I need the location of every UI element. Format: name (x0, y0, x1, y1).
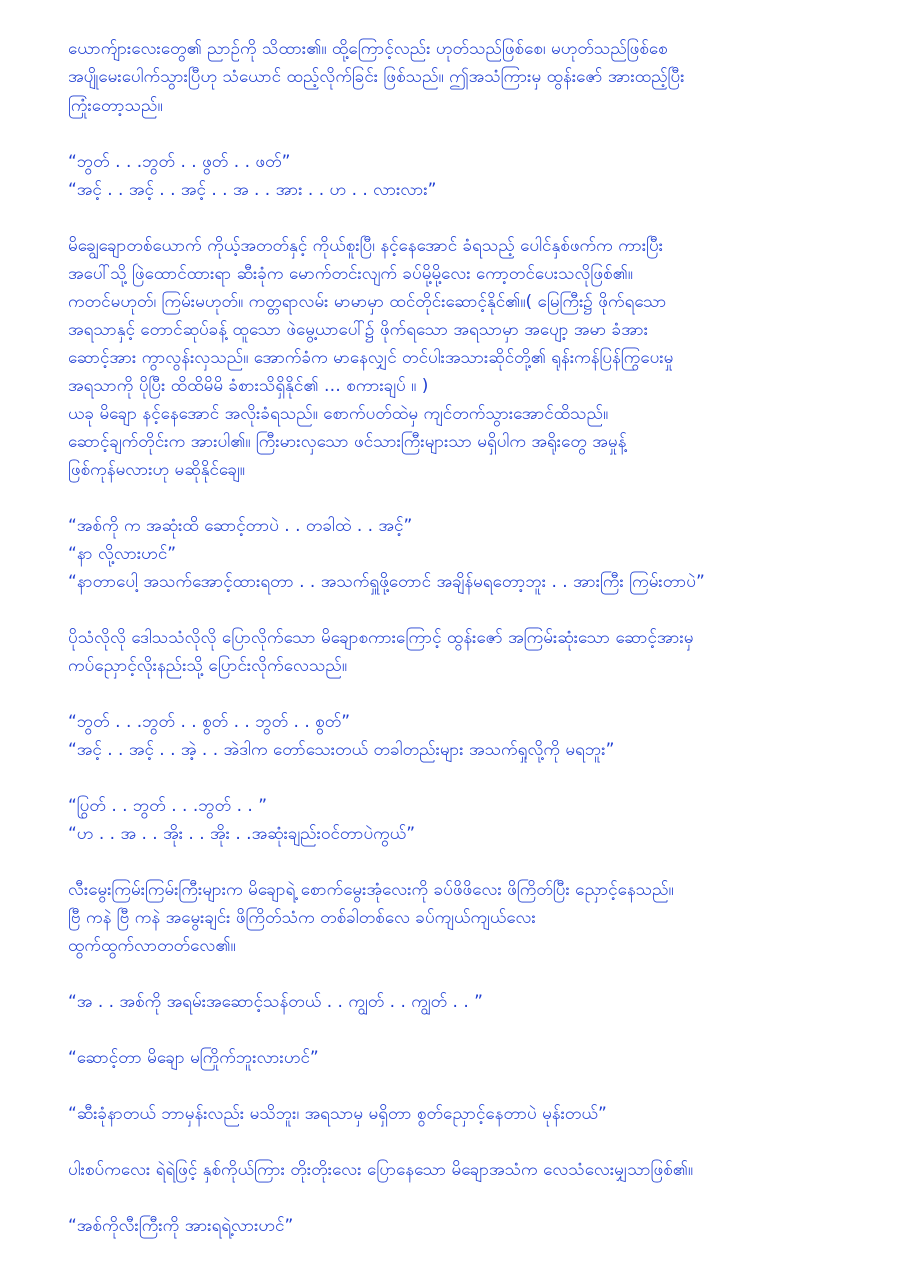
text-line: “ဘွတ် . . .ဘွတ် . . ဖွတ် . . ဖတ်” (68, 152, 291, 172)
text-line: “ဘွတ် . . .ဘွတ် . . စွတ် . . ဘွတ် . . စွတ်” (68, 712, 351, 732)
text-line: “ဆီးခုံနာတယ် ဘာမှန်းလည်း မသိဘူး၊ အရသာမှ မရှိတာ စွတ်ညှောင့်နေတာပဲ မုန်းတယ်” (68, 1104, 607, 1124)
text-line: အရသာနှင့် တောင်ဆုပ်ခန့် ထူသော ဖဲမွေ့ယာပေါ်၌ ဖိုက်ရသော အရသာမှာ အပျော့ အမာ ခံအား (68, 320, 649, 340)
text-line: ဆောင့်အား ကွာလွန်းလှသည်။ အောက်ခံက မာနေလျှင် တင်ပါးအသားဆိုင်တို့၏ ရုန်းကန်ပြန်ကြွပေးမှု (68, 348, 674, 368)
text-line: ကတင်မဟုတ်၊ ကြမ်းမဟုတ်။ ကတ္တရာလမ်း မာမာမှာ ထင်တိုင်းဆောင့်နိုင်၏။( မြေကြီး၌ ဖိုက်ရသော (68, 292, 667, 312)
text-line: ထွက်ထွက်လာတတ်လေ၏။ (68, 936, 236, 956)
text-line: ဆောင့်ချက်တိုင်းက အားပါ၏။ ကြီးမားလှသော ဖင်သားကြီးများသာ မရှိပါက အရိုးတွေ အမှုန့် (68, 432, 627, 452)
text-line: အပေါ်သို့ ဖြဲထောင်ထားရာ ဆီးခုံက မောက်တင်းလျက် ခပ်မို့မို့လေး ကော့တင်ပေးသလိုဖြစ်၏။ (68, 264, 633, 284)
text-line: ကပ်ညှောင့်လိုးနည်းသို့ ပြောင်းလိုက်လေသည်။ (68, 656, 347, 676)
text-line: “ဆောင့်တာ မိချော မကြိုက်ဘူးလားဟင်” (68, 1048, 319, 1068)
text-line: ကြုံးတော့သည်။ (68, 96, 163, 116)
text-line: လီးမွေးကြမ်းကြမ်းကြီးများက မိချောရဲ့ စောက်မွေးအုံလေးကို ခပ်ဖိဖိလေး ဖိကြိတ်ပြီး ညှောင့်နေသည်။ (68, 880, 674, 900)
text-line: “နာတာပေါ့ အသက်အောင့်ထားရတာ . . အသက်ရှူဖို့တောင် အချိန်မရတော့ဘူး . . အားကြီး ကြမ်းတာပဲ” (68, 572, 705, 592)
text-line: “ပြွတ် . . ဘွတ် . . .ဘွတ် . . ” (68, 796, 268, 816)
text-line: ယောက်ျားလေးတွေ၏ ညာဥ်ကို သိထား၏။ ထို့ကြောင့်လည်း ဟုတ်သည်ဖြစ်စေ၊ မဟုတ်သည်ဖြစ်စေ (68, 39, 668, 59)
text-line: အရသာကို ပိုပြီး ထိထိမိမိ ခံစားသိရှိနိုင်၏ … စကားချပ် ။ ) (68, 376, 429, 396)
text-line: ပိုသံလိုလို ဒေါသသံလိုလို ပြောလိုက်သော မိချောစကားကြောင့် ထွန်းဇော် အကြမ်းဆုံးသော ဆောင့်အားမှ (68, 628, 694, 648)
text-line: “အင့် . . အင့် . . အင့် . . အ . . အား . . ဟ . . လားလား” (68, 180, 437, 200)
text-line: “အင့် . . အင့် . . အဲ့ . . အဲဒါက တော်သေးတယ် တခါတည်းများ အသက်ရှုလို့ကို မရဘူး” (68, 740, 615, 760)
text-line: “နာ လို့လားဟင်” (68, 544, 177, 564)
text-line: အပျိုမေးပေါက်သွားပြီဟု သံယောင် ထည့်လိုက်ခြင်း ဖြစ်သည်။ ဤအသံကြားမှ ထွန်းဇော် အားထည့်ပြီး (68, 67, 685, 87)
text-line: “အ . . အစ်ကို အရမ်းအဆောင့်သန်တယ် . . ကျွတ် . . ကျွတ် . . ” (68, 992, 483, 1012)
text-line: “အစ်ကိုလီးကြီးကို အားရရဲ့လားဟင်” (68, 1216, 294, 1236)
text-line: ဗြီ ကနဲ ဗြီ ကနဲ အမွေးချင်း ဖိကြိတ်သံက တစ်ခါတစ်လေ ခပ်ကျယ်ကျယ်လေး (68, 908, 536, 928)
text-line: “အစ်ကို က အဆုံးထိ ဆောင့်တာပဲ . . တခါထဲ . . အင့်” (68, 516, 413, 536)
text-line: ယခု မိချော နင့်နေအောင် အလိုးခံရသည်။ စောက်ပတ်ထဲမှ ကျင်တက်သွားအောင်ထိသည်။ (68, 404, 609, 424)
text-line: ပါးစပ်ကလေး ရဲရဲဖြင့် နှစ်ကိုယ်ကြား တိုးတိုးလေး ပြောနေသော မိချောအသံက လေသံလေးမျှသာဖြစ်၏။ (68, 1160, 694, 1180)
text-line: မိချွေချောတစ်ယောက် ကိုယ့်အတတ်နှင့် ကိုယ်စူးပြီ၊ နင့်နေအောင် ခံရသည့် ပေါင်နှစ်ဖက်က ကားပြီး (68, 236, 664, 256)
text-line: ဖြစ်ကုန်မလားဟု မဆိုနိုင်ချေ။ (68, 460, 245, 480)
text-line: “ဟ . . အ . . အိုး . . အိုး . .အဆုံးချည်းဝင်တာပဲကွယ်” (68, 824, 416, 844)
